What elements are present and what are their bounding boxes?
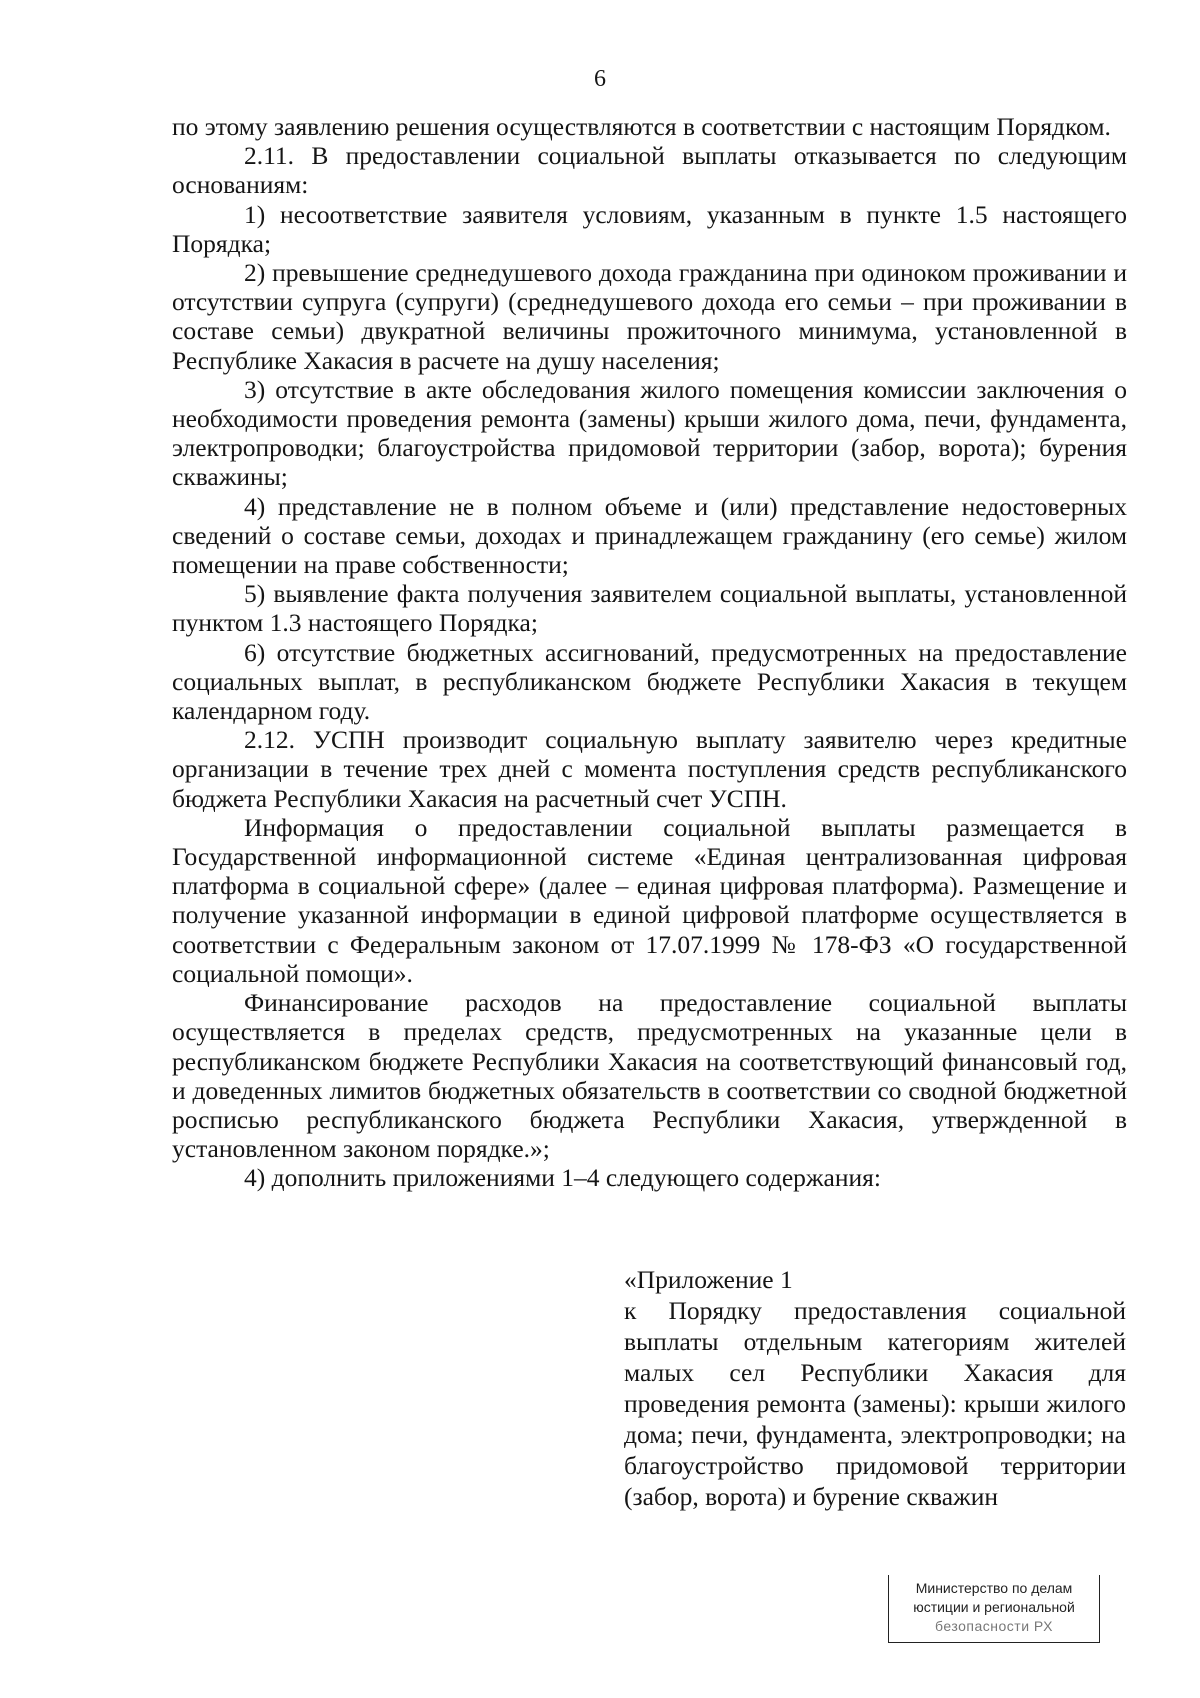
list-item-3: 3) отсутствие в акте обследования жилого помещения комиссии заключения о необходимости проведения ремонта (замены) крыши жилого дома, печи, фундамента, электропроводки; благоустройства придомовой территории (забор, ворота); бурения скважины; xyxy=(172,374,1127,492)
document-body xyxy=(172,112,1127,1193)
list-item-4: 4) представление не в полном объеме и (или) представление недостоверных сведений о составе семьи, доходах и принадлежащем гражданину (его семье) жилом помещении на праве собственности; xyxy=(172,491,1127,580)
appendix-title: «Приложение 1 xyxy=(624,1265,793,1294)
paragraph-2-12: 2.12. УСПН производит социальную выплату заявителю через кредитные организации в течение трех дней с момента поступления средств республиканского бюджета Республики Хакасия на расчетный счет УСПН. xyxy=(172,725,1127,813)
list-item-5: 5) выявление факта получения заявителем социальной выплаты, установленной пунктом 1.3 настоящего Порядка; xyxy=(172,579,1127,638)
stamp-line-1: Министерство по делам xyxy=(915,1580,1073,1596)
appendix-header xyxy=(624,1264,1126,1512)
list-item-1: 1) несоответствие заявителя условиям, указанным в пункте 1.5 настоящего Порядка; xyxy=(172,199,1127,258)
page-number: 6 xyxy=(594,66,606,92)
ministry-stamp xyxy=(888,1575,1100,1643)
paragraph-appendices: 4) дополнить приложениями 1–4 следующего содержания: xyxy=(244,1163,881,1193)
list-item-2: 2) превышение среднедушевого дохода гражданина при одиноком проживании и отсутствии супруга (супруги) (среднедушевого дохода его семьи – при проживании в составе семьи) двукратной величины прожиточного минимума, установленной в Республике Хакасия в расчете на душу населения; xyxy=(172,258,1127,375)
list-item-6: 6) отсутствие бюджетных ассигнований, предусмотренных на предоставление социальных выплат, в республиканском бюджете Республики Хакасия в текущем календарном году. xyxy=(172,637,1127,726)
paragraph-information: Информация о предоставлении социальной выплаты размещается в Государственной информационной системе «Единая централизованная цифровая платформа в социальной сфере» (далее – единая цифровая платформа). Размещение и получение указанной информации в единой цифровой платформе осуществляется в соответствии с Федеральным законом от 17.07.1999 № 178-ФЗ «О государственной социальной помощи». xyxy=(172,812,1127,988)
stamp-line-2: юстиции и региональной xyxy=(913,1599,1075,1615)
paragraph-financing: Финансирование расходов на предоставление социальной выплаты осуществляется в пределах средств, предусмотренных на указанные цели в республиканском бюджете Республики Хакасия на соответствующий финансовый год, и доведенных лимитов бюджетных обязательств в соответствии со сводной бюджетной росписью республиканского бюджета Республики Хакасия, утвержденной в установленном законом порядке.»; xyxy=(172,988,1127,1164)
paragraph-2-11: 2.11. В предоставлении социальной выплаты отказывается по следующим основаниям: xyxy=(172,141,1127,200)
appendix-description: к Порядку предоставления социальной выплаты отдельным категориям жителей малых сел Республики Хакасия для проведения ремонта (замены): крыши жилого дома; печи, фундамента, электропроводки; на благоустройство придомовой территории (забор, ворота) и бурение скважин xyxy=(624,1296,1126,1511)
paragraph-continuation: по этому заявлению решения осуществляются в соответствии с настоящим Порядком. xyxy=(172,112,1111,141)
stamp-line-3: безопасности РХ xyxy=(935,1618,1053,1634)
